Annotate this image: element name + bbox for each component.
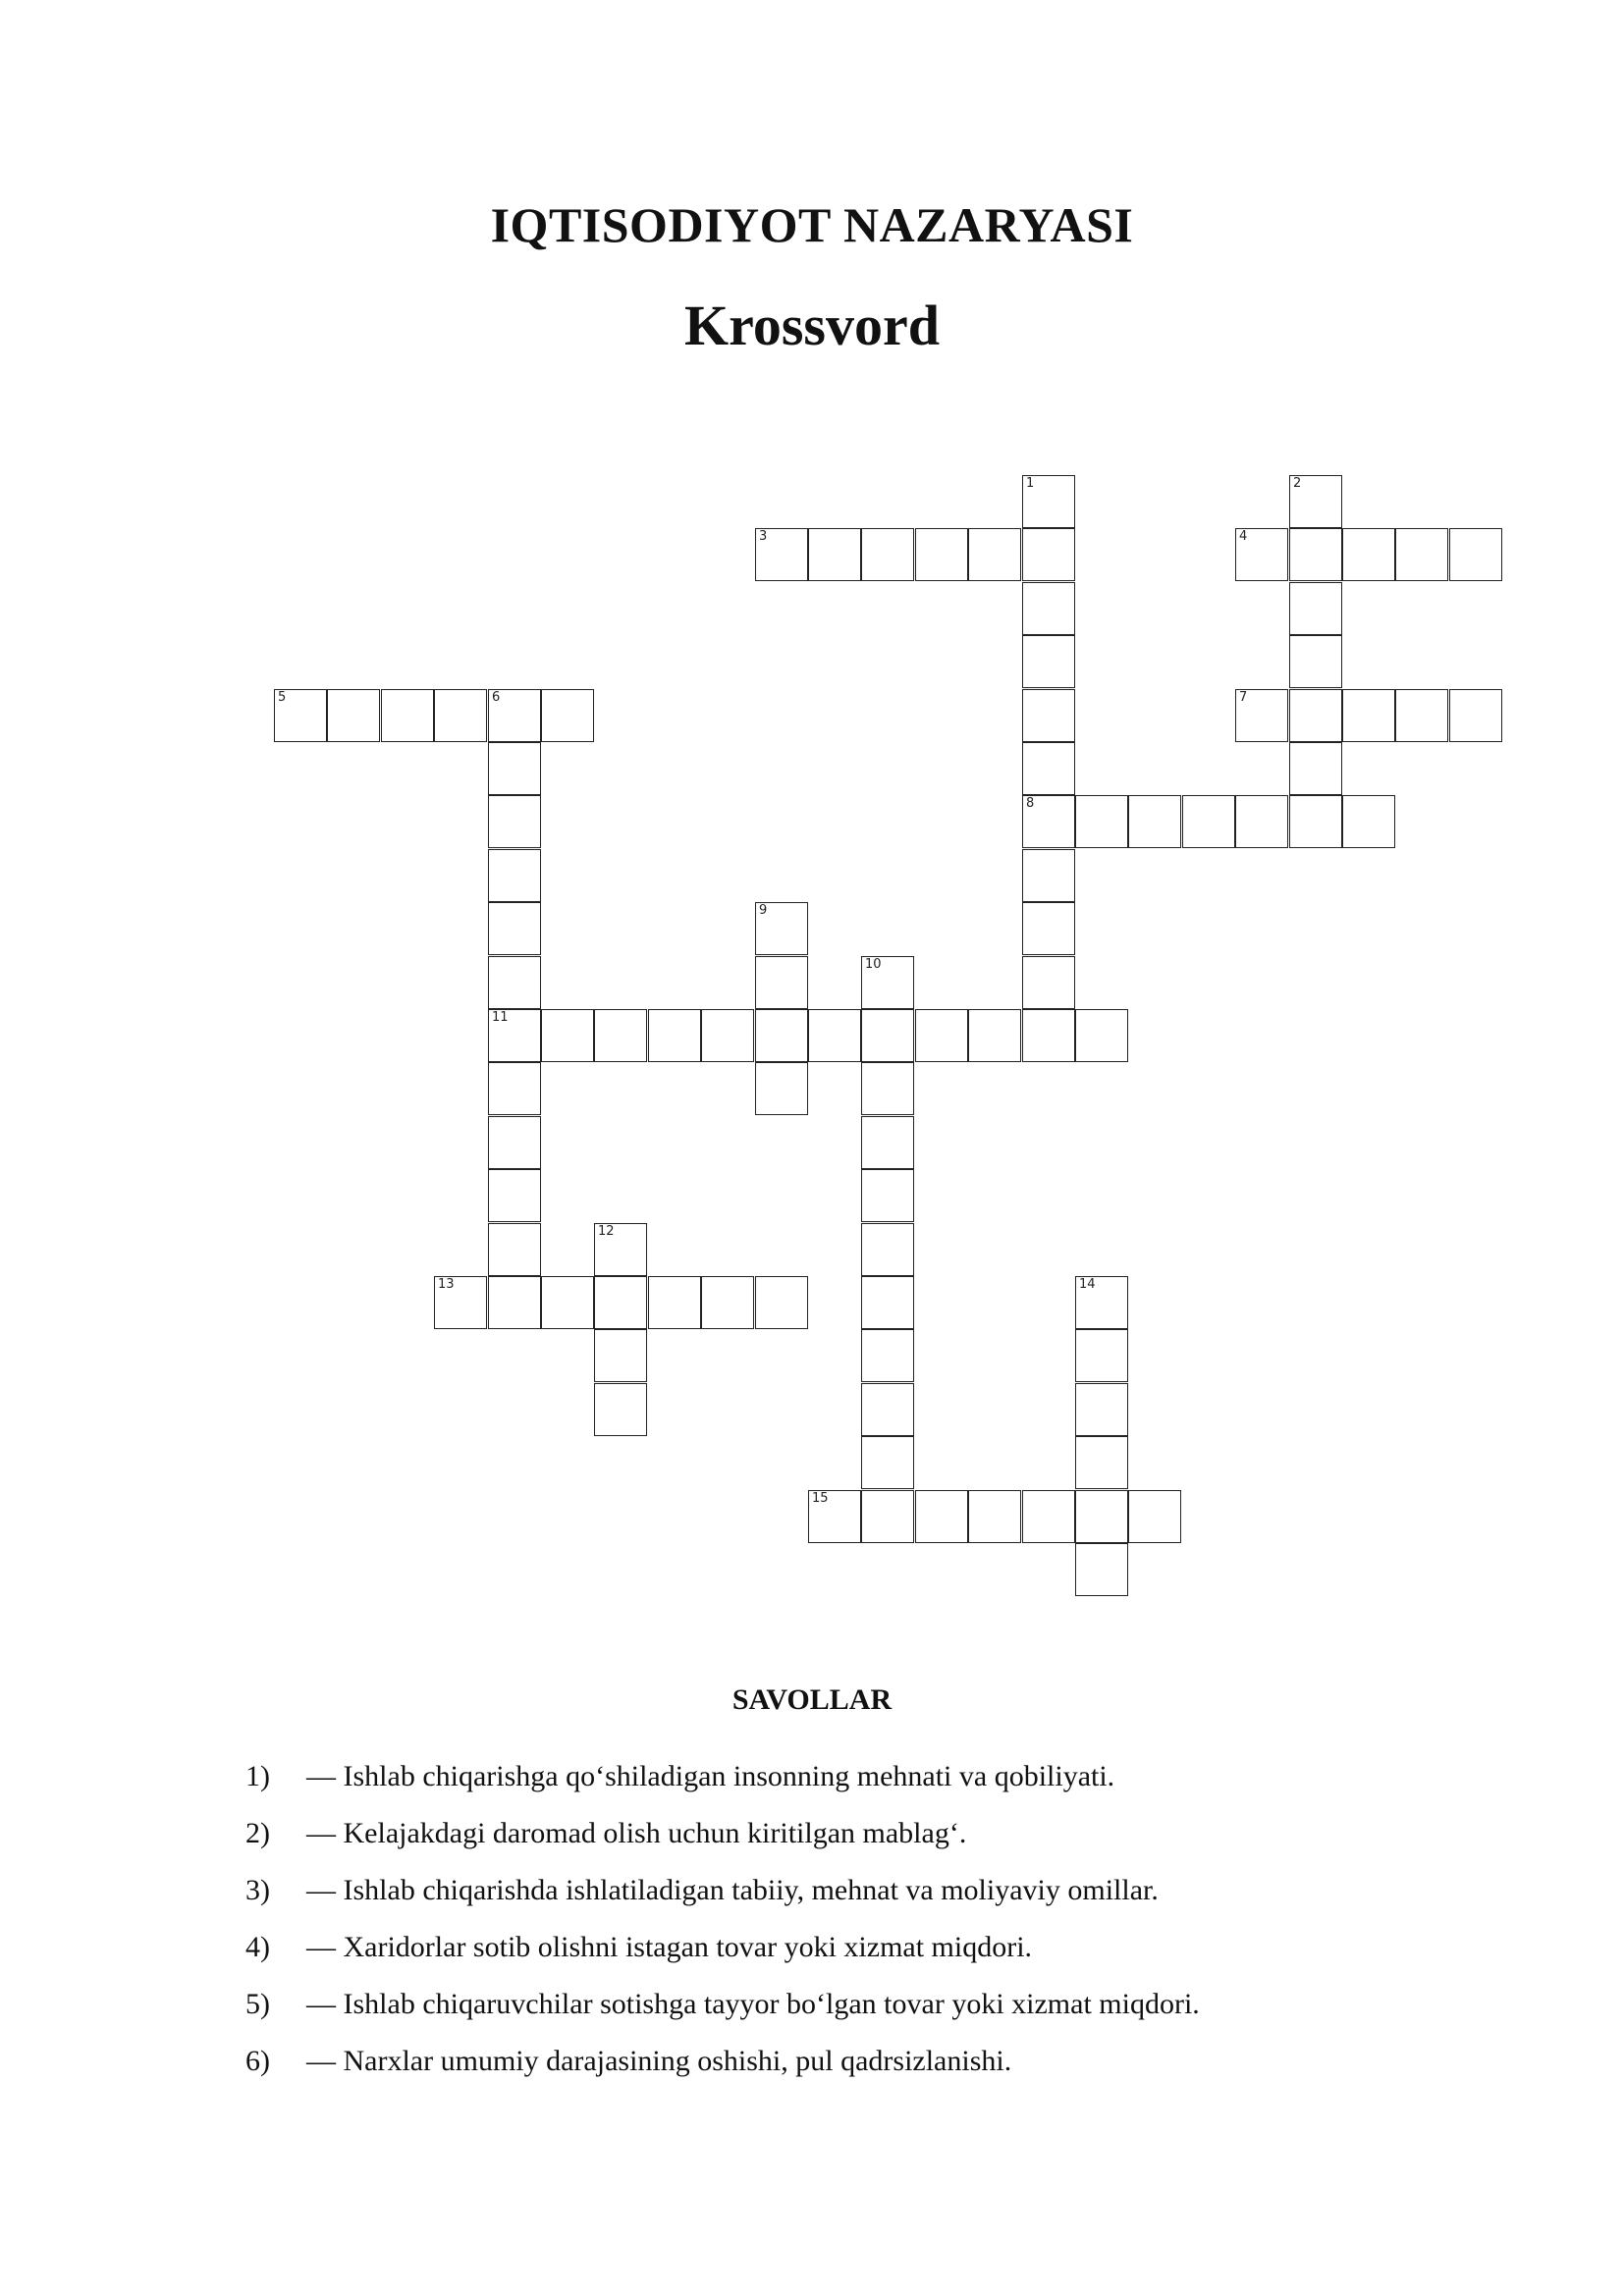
crossword-cell[interactable] xyxy=(861,1223,914,1276)
crossword-cell[interactable] xyxy=(594,1223,647,1276)
crossword-cell[interactable] xyxy=(541,1276,594,1329)
crossword-cell[interactable] xyxy=(488,1116,541,1169)
crossword-cell[interactable] xyxy=(434,1276,487,1329)
cell-number: 6 xyxy=(492,690,501,705)
clue-text: — Xaridorlar sotib olishni istagan tovar yoki xizmat miqdori. xyxy=(306,1931,1033,1963)
clue-item xyxy=(245,1757,1424,1814)
crossword-cell[interactable] xyxy=(1022,849,1075,902)
crossword-cell[interactable] xyxy=(648,1276,701,1329)
crossword-cell[interactable] xyxy=(1128,1490,1181,1543)
crossword-cell[interactable] xyxy=(1075,1276,1128,1329)
clue-list xyxy=(245,1757,1424,2099)
crossword-cell[interactable] xyxy=(434,689,487,742)
crossword-cell[interactable] xyxy=(1182,795,1235,848)
clue-item xyxy=(245,2042,1424,2099)
clue-text: — Ishlab chiqarishda ishlatiladigan tabiiy, mehnat va moliyaviy omillar. xyxy=(306,1874,1159,1906)
crossword-cell[interactable] xyxy=(861,528,914,581)
crossword-cell[interactable] xyxy=(1449,528,1502,581)
crossword-cell[interactable] xyxy=(861,1436,914,1489)
crossword-cell[interactable] xyxy=(861,1383,914,1436)
cell-number: 2 xyxy=(1293,476,1302,491)
crossword-cell[interactable] xyxy=(1075,795,1128,848)
crossword-cell[interactable] xyxy=(861,1116,914,1169)
crossword-cell[interactable] xyxy=(808,528,861,581)
crossword-cell[interactable] xyxy=(968,1490,1021,1543)
crossword-cell[interactable] xyxy=(381,689,434,742)
crossword-cell[interactable] xyxy=(755,956,808,1009)
clue-item xyxy=(245,1985,1424,2042)
clue-number: 5) xyxy=(245,1988,270,2020)
crossword-cell[interactable] xyxy=(488,1223,541,1276)
crossword-cell[interactable] xyxy=(701,1276,754,1329)
cell-number: 5 xyxy=(278,690,287,705)
crossword-cell[interactable] xyxy=(1342,528,1395,581)
clue-text: — Ishlab chiqaruvchilar sotishga tayyor bo‘lgan tovar yoki xizmat miqdori. xyxy=(306,1988,1200,2020)
crossword-cell[interactable] xyxy=(488,902,541,955)
cell-number: 15 xyxy=(812,1491,829,1506)
crossword-cell[interactable] xyxy=(594,1329,647,1382)
crossword-cell[interactable] xyxy=(1075,1383,1128,1436)
crossword-cell[interactable] xyxy=(1235,528,1288,581)
clue-number: 1) xyxy=(245,1760,270,1792)
crossword-cell[interactable] xyxy=(488,795,541,848)
page-title: IQTISODIYOT NAZARYASI xyxy=(490,197,1134,252)
crossword-cell[interactable] xyxy=(968,528,1021,581)
crossword-cell[interactable] xyxy=(861,1062,914,1115)
clue-text: — Narxlar umumiy darajasining oshishi, pul qadrsizlanishi. xyxy=(306,2045,1012,2077)
crossword-cell[interactable] xyxy=(861,1329,914,1382)
crossword-cell[interactable] xyxy=(488,849,541,902)
cell-number: 3 xyxy=(759,529,768,544)
crossword-cell[interactable] xyxy=(861,1490,914,1543)
crossword-cell[interactable] xyxy=(755,1062,808,1115)
cell-number: 14 xyxy=(1079,1277,1096,1292)
crossword-cell[interactable] xyxy=(1342,795,1395,848)
crossword-cell[interactable] xyxy=(1289,528,1342,581)
crossword-cell[interactable] xyxy=(488,689,541,742)
clue-item xyxy=(245,1871,1424,1928)
crossword-cell[interactable] xyxy=(1022,742,1075,795)
crossword-cell[interactable] xyxy=(755,1276,808,1329)
cell-number: 11 xyxy=(492,1010,509,1025)
crossword-cell[interactable] xyxy=(915,1490,968,1543)
crossword-cell[interactable] xyxy=(1235,795,1288,848)
crossword-cell[interactable] xyxy=(1022,1009,1075,1062)
crossword-cell[interactable] xyxy=(1022,635,1075,688)
crossword-cell[interactable] xyxy=(968,1009,1021,1062)
crossword-cell[interactable] xyxy=(648,1009,701,1062)
crossword-cell[interactable] xyxy=(1395,528,1448,581)
crossword-cell[interactable] xyxy=(1022,902,1075,955)
crossword-cell[interactable] xyxy=(488,1169,541,1222)
crossword-cell[interactable] xyxy=(1395,689,1448,742)
crossword-cell[interactable] xyxy=(1075,1436,1128,1489)
crossword-cell[interactable] xyxy=(1075,1009,1128,1062)
crossword-cell[interactable] xyxy=(701,1009,754,1062)
crossword-cell[interactable] xyxy=(594,1009,647,1062)
crossword-cell[interactable] xyxy=(915,528,968,581)
page-subtitle: Krossvord xyxy=(684,294,940,357)
crossword-cell[interactable] xyxy=(1289,742,1342,795)
crossword-cell[interactable] xyxy=(755,1009,808,1062)
crossword-cell[interactable] xyxy=(755,902,808,955)
clue-number: 4) xyxy=(245,1931,270,1963)
crossword-cell[interactable] xyxy=(1289,689,1342,742)
crossword-cell[interactable] xyxy=(1022,956,1075,1009)
crossword-cell[interactable] xyxy=(1289,475,1342,528)
cell-number: 1 xyxy=(1026,476,1035,491)
crossword-cell[interactable] xyxy=(1449,689,1502,742)
crossword-cell[interactable] xyxy=(1342,689,1395,742)
crossword-cell[interactable] xyxy=(541,689,594,742)
clue-item xyxy=(245,1928,1424,1985)
cell-number: 12 xyxy=(598,1224,615,1239)
crossword-cell[interactable] xyxy=(488,1276,541,1329)
cell-number: 9 xyxy=(759,903,768,918)
crossword-cell[interactable] xyxy=(1075,1329,1128,1382)
crossword-cell[interactable] xyxy=(541,1009,594,1062)
crossword-cell[interactable] xyxy=(488,956,541,1009)
crossword-cell[interactable] xyxy=(488,742,541,795)
clue-text: — Ishlab chiqarishga qo‘shiladigan insonning mehnati va qobiliyati. xyxy=(306,1760,1115,1792)
crossword-cell[interactable] xyxy=(808,1009,861,1062)
questions-heading: SAVOLLAR xyxy=(731,1683,893,1716)
crossword-cell[interactable] xyxy=(1022,475,1075,528)
crossword-cell[interactable] xyxy=(861,1169,914,1222)
crossword-cell[interactable] xyxy=(1022,528,1075,581)
crossword-cell[interactable] xyxy=(1075,1490,1128,1543)
crossword-cell[interactable] xyxy=(1075,1543,1128,1596)
crossword-cell[interactable] xyxy=(861,1009,914,1062)
crossword-cell[interactable] xyxy=(1289,582,1342,635)
clue-number: 2) xyxy=(245,1817,270,1849)
cell-number: 7 xyxy=(1239,690,1248,705)
crossword-cell[interactable] xyxy=(808,1490,861,1543)
crossword-cell[interactable] xyxy=(274,689,327,742)
crossword-cell[interactable] xyxy=(1022,582,1075,635)
crossword-cell[interactable] xyxy=(488,1062,541,1115)
crossword-cell[interactable] xyxy=(1022,1490,1075,1543)
crossword-cell[interactable] xyxy=(1022,689,1075,742)
clue-item xyxy=(245,1814,1424,1871)
crossword-cell[interactable] xyxy=(327,689,380,742)
crossword-cell[interactable] xyxy=(488,1009,541,1062)
crossword-cell[interactable] xyxy=(915,1009,968,1062)
cell-number: 8 xyxy=(1026,796,1035,811)
crossword-cell[interactable] xyxy=(1289,795,1342,848)
clue-number: 3) xyxy=(245,1874,270,1906)
clue-number: 6) xyxy=(245,2045,270,2077)
cell-number: 4 xyxy=(1239,529,1248,544)
crossword-cell[interactable] xyxy=(594,1276,647,1329)
crossword-cell[interactable] xyxy=(1022,795,1075,848)
crossword-cell[interactable] xyxy=(861,956,914,1009)
crossword-cell[interactable] xyxy=(1128,795,1181,848)
crossword-cell[interactable] xyxy=(755,528,808,581)
crossword-cell[interactable] xyxy=(594,1383,647,1436)
crossword-cell[interactable] xyxy=(1289,635,1342,688)
cell-number: 13 xyxy=(438,1277,455,1292)
cell-number: 10 xyxy=(865,957,882,972)
clue-text: — Kelajakdagi daromad olish uchun kiritilgan mablag‘. xyxy=(306,1817,967,1849)
crossword-cell[interactable] xyxy=(861,1276,914,1329)
crossword-cell[interactable] xyxy=(1235,689,1288,742)
